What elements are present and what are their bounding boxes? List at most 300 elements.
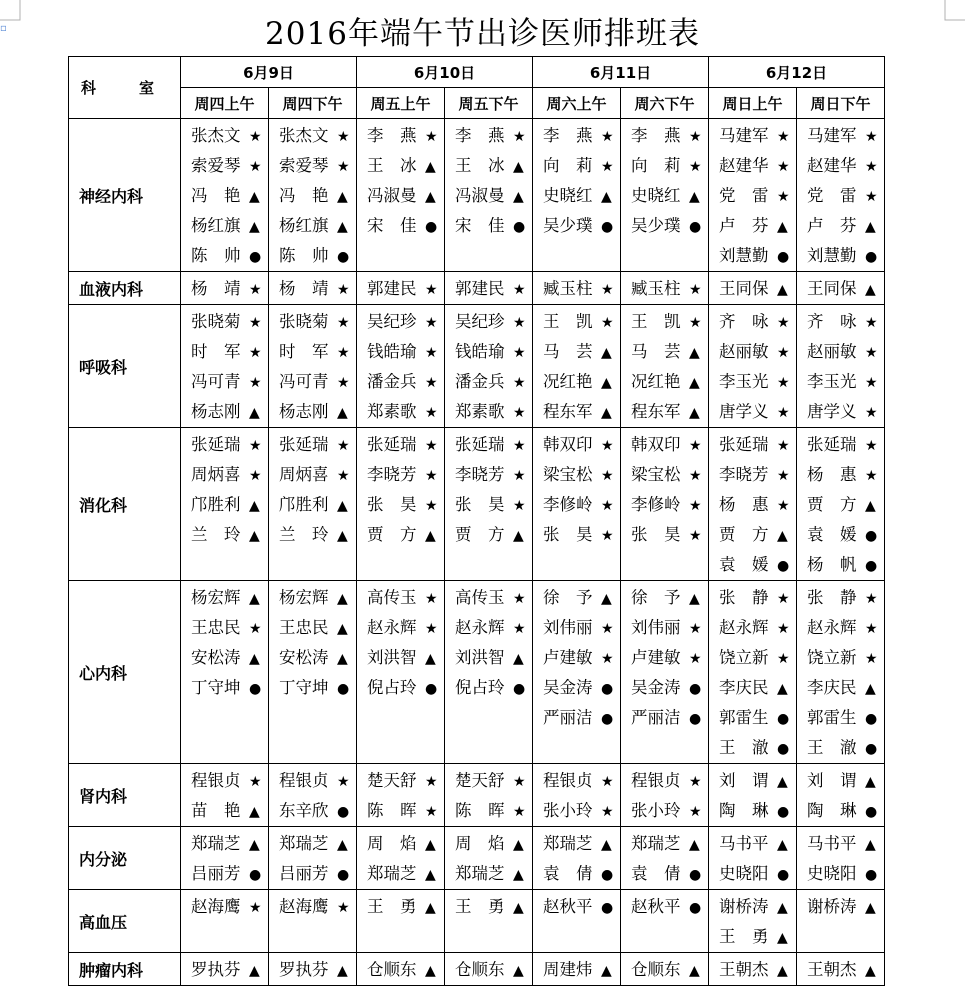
doctor-entry xyxy=(181,274,268,304)
rank-mark-icon: ▲ xyxy=(425,963,436,979)
schedule-cell xyxy=(269,119,357,272)
rank-mark-icon: ▲ xyxy=(337,189,348,205)
rank-mark-icon: ▲ xyxy=(513,159,524,175)
doctor-entry xyxy=(709,703,796,733)
rank-mark-icon: ★ xyxy=(513,621,526,637)
slot-header: 周五上午 xyxy=(357,88,445,119)
doctor-entry xyxy=(269,241,356,271)
doctor-entry xyxy=(181,430,268,460)
schedule-cell xyxy=(445,119,533,272)
doctor-entry xyxy=(621,211,708,241)
doctor-name: 臧玉柱 xyxy=(631,279,681,298)
doctor-name: 程东军 xyxy=(631,402,681,421)
doctor-name: 苗 艳 xyxy=(191,801,241,820)
doctor-entry xyxy=(709,613,796,643)
doctor-name: 马书平 xyxy=(807,834,857,853)
doctor-name: 王同保 xyxy=(807,279,857,298)
doctor-entry xyxy=(181,397,268,427)
rank-mark-icon: ★ xyxy=(601,774,614,790)
doctor-name: 索爱琴 xyxy=(279,156,329,175)
doctor-name: 史晓红 xyxy=(631,186,681,205)
rank-mark-icon: ● xyxy=(689,711,702,727)
doctor-name: 赵建华 xyxy=(719,156,769,175)
rank-mark-icon: ★ xyxy=(425,438,438,454)
doctor-name: 张 昊 xyxy=(631,525,681,544)
doctor-name: 张小玲 xyxy=(543,801,593,820)
doctor-entry xyxy=(621,859,708,889)
rank-mark-icon: ★ xyxy=(601,159,614,175)
doctor-name: 王 冰 xyxy=(367,156,417,175)
doctor-name: 张晓菊 xyxy=(191,312,241,331)
rank-mark-icon: ★ xyxy=(249,375,262,391)
doctor-entry xyxy=(709,367,796,397)
rank-mark-icon: ★ xyxy=(865,591,878,607)
doctor-name: 郭建民 xyxy=(455,279,505,298)
doctor-name: 仓顺东 xyxy=(631,960,681,979)
doctor-name: 罗执芬 xyxy=(279,960,329,979)
rank-mark-icon: ▲ xyxy=(601,405,612,421)
schedule-cell xyxy=(797,953,885,986)
doctor-name: 冯 艳 xyxy=(279,186,329,205)
rank-mark-icon: ▲ xyxy=(865,498,876,514)
doctor-name: 吴金涛 xyxy=(543,678,593,697)
schedule-cell xyxy=(621,119,709,272)
doctor-entry xyxy=(709,181,796,211)
schedule-cell xyxy=(357,890,445,953)
doctor-name: 刘伟丽 xyxy=(631,618,681,637)
schedule-cell xyxy=(445,827,533,890)
schedule-cell xyxy=(621,581,709,764)
rank-mark-icon: ★ xyxy=(337,468,350,484)
doctor-entry xyxy=(797,955,884,985)
rank-mark-icon: ★ xyxy=(777,621,790,637)
doctor-name: 张 昊 xyxy=(367,495,417,514)
rank-mark-icon: ▲ xyxy=(337,621,348,637)
rank-mark-icon: ★ xyxy=(425,774,438,790)
rank-mark-icon: ★ xyxy=(865,159,878,175)
doctor-entry xyxy=(269,859,356,889)
doctor-name: 程银贞 xyxy=(279,771,329,790)
doctor-entry xyxy=(357,673,444,703)
doctor-name: 王忠民 xyxy=(279,618,329,637)
doctor-entry xyxy=(797,460,884,490)
doctor-entry xyxy=(621,307,708,337)
rank-mark-icon: ▲ xyxy=(249,189,260,205)
schedule-cell xyxy=(181,764,269,827)
rank-mark-icon: ● xyxy=(777,711,790,727)
rank-mark-icon: ● xyxy=(865,804,878,820)
doctor-entry xyxy=(709,397,796,427)
rank-mark-icon: ▲ xyxy=(337,405,348,421)
doctor-name: 史晓红 xyxy=(543,186,593,205)
doctor-name: 赵秋平 xyxy=(631,897,681,916)
rank-mark-icon: ★ xyxy=(777,651,790,667)
doctor-name: 杨志刚 xyxy=(191,402,241,421)
schedule-cell xyxy=(709,428,797,581)
rank-mark-icon: ★ xyxy=(689,129,702,145)
doctor-entry xyxy=(709,241,796,271)
rank-mark-icon: ★ xyxy=(425,345,438,361)
doctor-name: 卢 芬 xyxy=(807,216,857,235)
doctor-entry xyxy=(181,181,268,211)
doctor-entry xyxy=(533,367,620,397)
doctor-name: 杨 惠 xyxy=(807,465,857,484)
rank-mark-icon: ★ xyxy=(601,129,614,145)
doctor-name: 马 芸 xyxy=(631,342,681,361)
slot-header: 周日下午 xyxy=(797,88,885,119)
doctor-entry xyxy=(357,955,444,985)
schedule-cell xyxy=(269,827,357,890)
doctor-entry xyxy=(357,643,444,673)
doctor-name: 兰 玲 xyxy=(191,525,241,544)
doctor-name: 吕丽芳 xyxy=(279,864,329,883)
doctor-name: 王 冰 xyxy=(455,156,505,175)
doctor-name: 赵永辉 xyxy=(455,618,505,637)
doctor-entry xyxy=(797,274,884,304)
department-name: 高血压 xyxy=(69,890,181,953)
doctor-name: 杨红旗 xyxy=(279,216,329,235)
schedule-cell xyxy=(709,827,797,890)
rank-mark-icon: ★ xyxy=(513,345,526,361)
rank-mark-icon: ★ xyxy=(601,804,614,820)
rank-mark-icon: ★ xyxy=(601,282,614,298)
schedule-cell xyxy=(709,890,797,953)
rank-mark-icon: ★ xyxy=(337,375,350,391)
schedule-cell xyxy=(621,890,709,953)
doctor-entry xyxy=(357,307,444,337)
rank-mark-icon: ● xyxy=(689,900,702,916)
rank-mark-icon: ★ xyxy=(249,900,262,916)
rank-mark-icon: ▲ xyxy=(865,837,876,853)
slot-header: 周四下午 xyxy=(269,88,357,119)
doctor-name: 张延瑞 xyxy=(455,435,505,454)
doctor-entry xyxy=(621,337,708,367)
doctor-entry xyxy=(709,859,796,889)
doctor-entry xyxy=(357,766,444,796)
rank-mark-icon: ● xyxy=(513,681,526,697)
doctor-name: 刘 谓 xyxy=(807,771,857,790)
doctor-name: 李 燕 xyxy=(455,126,505,145)
department-name: 肿瘤内科 xyxy=(69,953,181,986)
schedule-cell xyxy=(709,953,797,986)
doctor-entry xyxy=(269,274,356,304)
doctor-name: 况红艳 xyxy=(543,372,593,391)
doctor-entry xyxy=(181,643,268,673)
rank-mark-icon: ★ xyxy=(249,282,262,298)
rank-mark-icon: ▲ xyxy=(601,591,612,607)
rank-mark-icon: ● xyxy=(777,558,790,574)
rank-mark-icon: ★ xyxy=(601,438,614,454)
doctor-name: 杨 惠 xyxy=(719,495,769,514)
doctor-entry xyxy=(533,613,620,643)
rank-mark-icon: ● xyxy=(249,681,262,697)
doctor-entry xyxy=(533,307,620,337)
rank-mark-icon: ▲ xyxy=(865,774,876,790)
doctor-entry xyxy=(797,733,884,763)
doctor-name: 饶立新 xyxy=(719,648,769,667)
doctor-entry xyxy=(445,892,532,922)
doctor-entry xyxy=(709,550,796,580)
doctor-entry xyxy=(797,430,884,460)
doctor-name: 谢桥涛 xyxy=(719,897,769,916)
doctor-entry xyxy=(269,613,356,643)
rank-mark-icon: ▲ xyxy=(249,405,260,421)
doctor-entry xyxy=(533,274,620,304)
doctor-entry xyxy=(621,766,708,796)
doctor-entry xyxy=(621,955,708,985)
rank-mark-icon: ★ xyxy=(337,159,350,175)
schedule-cell xyxy=(445,581,533,764)
rank-mark-icon: ★ xyxy=(249,468,262,484)
doctor-name: 楚天舒 xyxy=(455,771,505,790)
doctor-entry xyxy=(797,307,884,337)
rank-mark-icon: ● xyxy=(425,681,438,697)
doctor-entry xyxy=(621,892,708,922)
doctor-name: 贾 方 xyxy=(367,525,417,544)
schedule-cell xyxy=(533,890,621,953)
rank-mark-icon: ▲ xyxy=(777,219,788,235)
doctor-name: 钱皓瑜 xyxy=(455,342,505,361)
rank-mark-icon: ★ xyxy=(337,900,350,916)
rank-mark-icon: ★ xyxy=(865,468,878,484)
doctor-entry xyxy=(533,211,620,241)
doctor-name: 吴少璞 xyxy=(631,216,681,235)
doctor-name: 张 昊 xyxy=(455,495,505,514)
doctor-name: 刘洪智 xyxy=(367,648,417,667)
doctor-entry xyxy=(181,337,268,367)
doctor-entry xyxy=(797,241,884,271)
doctor-name: 王朝杰 xyxy=(719,960,769,979)
doctor-entry xyxy=(621,397,708,427)
doctor-entry xyxy=(533,673,620,703)
doctor-entry xyxy=(533,703,620,733)
slot-header: 周日上午 xyxy=(709,88,797,119)
rank-mark-icon: ▲ xyxy=(513,528,524,544)
doctor-name: 杨宏辉 xyxy=(191,588,241,607)
schedule-cell xyxy=(621,272,709,305)
rank-mark-icon: ▲ xyxy=(689,591,700,607)
doctor-name: 丁守坤 xyxy=(279,678,329,697)
rank-mark-icon: ▲ xyxy=(777,681,788,697)
doctor-name: 仓顺东 xyxy=(367,960,417,979)
doctor-name: 郑瑞芝 xyxy=(367,864,417,883)
doctor-entry xyxy=(709,643,796,673)
doctor-entry xyxy=(445,397,532,427)
doctor-name: 吕丽芳 xyxy=(191,864,241,883)
doctor-entry xyxy=(445,367,532,397)
doctor-name: 杨 帆 xyxy=(807,555,857,574)
schedule-cell xyxy=(797,890,885,953)
rank-mark-icon: ★ xyxy=(249,621,262,637)
rank-mark-icon: ★ xyxy=(689,498,702,514)
schedule-cell xyxy=(533,827,621,890)
schedule-cell xyxy=(797,428,885,581)
rank-mark-icon: ▲ xyxy=(689,375,700,391)
schedule-cell xyxy=(357,305,445,428)
rank-mark-icon: ★ xyxy=(425,468,438,484)
rank-mark-icon: ★ xyxy=(865,621,878,637)
doctor-entry xyxy=(797,703,884,733)
doctor-entry xyxy=(709,520,796,550)
rank-mark-icon: ★ xyxy=(601,468,614,484)
schedule-cell xyxy=(445,953,533,986)
schedule-cell xyxy=(533,764,621,827)
doctor-entry xyxy=(357,613,444,643)
schedule-cell xyxy=(269,305,357,428)
doctor-name: 李晓芳 xyxy=(367,465,417,484)
rank-mark-icon: ▲ xyxy=(249,498,260,514)
rank-mark-icon: ● xyxy=(777,249,790,265)
rank-mark-icon: ★ xyxy=(689,651,702,667)
doctor-entry xyxy=(181,460,268,490)
doctor-entry xyxy=(269,520,356,550)
rank-mark-icon: ● xyxy=(865,558,878,574)
doctor-name: 严丽洁 xyxy=(631,708,681,727)
doctor-entry xyxy=(269,955,356,985)
doctor-entry xyxy=(181,673,268,703)
rank-mark-icon: ★ xyxy=(513,438,526,454)
rank-mark-icon: ★ xyxy=(689,774,702,790)
doctor-entry xyxy=(621,613,708,643)
rank-mark-icon: ▲ xyxy=(689,405,700,421)
rank-mark-icon: ★ xyxy=(513,804,526,820)
doctor-name: 赵丽敏 xyxy=(719,342,769,361)
rank-mark-icon: ● xyxy=(865,711,878,727)
doctor-entry xyxy=(445,643,532,673)
doctor-entry xyxy=(357,211,444,241)
doctor-name: 赵丽敏 xyxy=(807,342,857,361)
doctor-name: 东辛欣 xyxy=(279,801,329,820)
doctor-name: 兰 玲 xyxy=(279,525,329,544)
doctor-entry xyxy=(445,151,532,181)
schedule-cell xyxy=(181,953,269,986)
doctor-entry xyxy=(709,892,796,922)
doctor-name: 党 雷 xyxy=(807,186,857,205)
doctor-name: 陈 帅 xyxy=(191,246,241,265)
department-row xyxy=(69,581,885,764)
doctor-name: 贾 方 xyxy=(455,525,505,544)
doctor-entry xyxy=(709,460,796,490)
department-row xyxy=(69,953,885,986)
rank-mark-icon: ★ xyxy=(425,315,438,331)
rank-mark-icon: ● xyxy=(777,804,790,820)
doctor-entry xyxy=(621,121,708,151)
department-row xyxy=(69,119,885,272)
doctor-name: 郑瑞芝 xyxy=(455,864,505,883)
doctor-entry xyxy=(357,337,444,367)
rank-mark-icon: ★ xyxy=(425,498,438,514)
rank-mark-icon: ★ xyxy=(249,774,262,790)
doctor-name: 贾 方 xyxy=(719,525,769,544)
doctor-entry xyxy=(357,397,444,427)
doctor-name: 李晓芳 xyxy=(455,465,505,484)
doctor-name: 李 燕 xyxy=(543,126,593,145)
doctor-name: 邝胜利 xyxy=(191,495,241,514)
schedule-cell xyxy=(269,581,357,764)
doctor-entry xyxy=(357,181,444,211)
department-row xyxy=(69,890,885,953)
doctor-name: 王朝杰 xyxy=(807,960,857,979)
doctor-name: 饶立新 xyxy=(807,648,857,667)
doctor-name: 袁 媛 xyxy=(807,525,857,544)
rank-mark-icon: ★ xyxy=(513,468,526,484)
rank-mark-icon: ★ xyxy=(689,438,702,454)
doctor-entry xyxy=(357,151,444,181)
doctor-entry xyxy=(181,613,268,643)
rank-mark-icon: ● xyxy=(337,867,350,883)
rank-mark-icon: ▲ xyxy=(777,900,788,916)
doctor-entry xyxy=(621,673,708,703)
doctor-entry xyxy=(357,490,444,520)
doctor-entry xyxy=(621,430,708,460)
schedule-cell xyxy=(797,272,885,305)
rank-mark-icon: ★ xyxy=(425,405,438,421)
doctor-entry xyxy=(621,829,708,859)
schedule-cell xyxy=(797,764,885,827)
rank-mark-icon: ▲ xyxy=(601,963,612,979)
schedule-cell xyxy=(709,581,797,764)
doctor-entry xyxy=(533,892,620,922)
rank-mark-icon: ★ xyxy=(249,345,262,361)
doctor-name: 袁 倩 xyxy=(543,864,593,883)
doctor-entry xyxy=(181,583,268,613)
doctor-name: 张延瑞 xyxy=(279,435,329,454)
doctor-entry xyxy=(357,796,444,826)
schedule-cell xyxy=(181,890,269,953)
doctor-entry xyxy=(269,796,356,826)
doctor-name: 楚天舒 xyxy=(367,771,417,790)
department-name: 呼吸科 xyxy=(69,305,181,428)
rank-mark-icon: ● xyxy=(513,219,526,235)
date-header: 6月12日 xyxy=(709,57,885,88)
doctor-name: 李修岭 xyxy=(543,495,593,514)
doctor-name: 安松涛 xyxy=(279,648,329,667)
doctor-name: 高传玉 xyxy=(367,588,417,607)
doctor-entry xyxy=(621,367,708,397)
schedule-cell xyxy=(797,119,885,272)
doctor-entry xyxy=(269,829,356,859)
doctor-name: 张杰文 xyxy=(279,126,329,145)
doctor-name: 刘慧勤 xyxy=(719,246,769,265)
doctor-entry xyxy=(797,121,884,151)
doctor-name: 张小玲 xyxy=(631,801,681,820)
doctor-entry xyxy=(797,550,884,580)
doctor-name: 王 澈 xyxy=(719,738,769,757)
rank-mark-icon: ▲ xyxy=(865,219,876,235)
doctor-name: 李玉光 xyxy=(807,372,857,391)
doctor-entry xyxy=(797,211,884,241)
doctor-entry xyxy=(269,583,356,613)
rank-mark-icon: ★ xyxy=(425,621,438,637)
doctor-name: 李庆民 xyxy=(807,678,857,697)
date-header-row xyxy=(69,57,885,88)
schedule-cell xyxy=(181,272,269,305)
doctor-entry xyxy=(445,613,532,643)
doctor-entry xyxy=(709,307,796,337)
doctor-name: 周建炜 xyxy=(543,960,593,979)
doctor-name: 马建军 xyxy=(807,126,857,145)
doctor-entry xyxy=(533,121,620,151)
rank-mark-icon: ★ xyxy=(425,129,438,145)
rank-mark-icon: ★ xyxy=(513,129,526,145)
rank-mark-icon: ★ xyxy=(513,591,526,607)
doctor-name: 杨红旗 xyxy=(191,216,241,235)
doctor-entry xyxy=(357,859,444,889)
rank-mark-icon: ★ xyxy=(601,315,614,331)
rank-mark-icon: ★ xyxy=(777,345,790,361)
rank-mark-icon: ★ xyxy=(249,159,262,175)
doctor-name: 袁 倩 xyxy=(631,864,681,883)
